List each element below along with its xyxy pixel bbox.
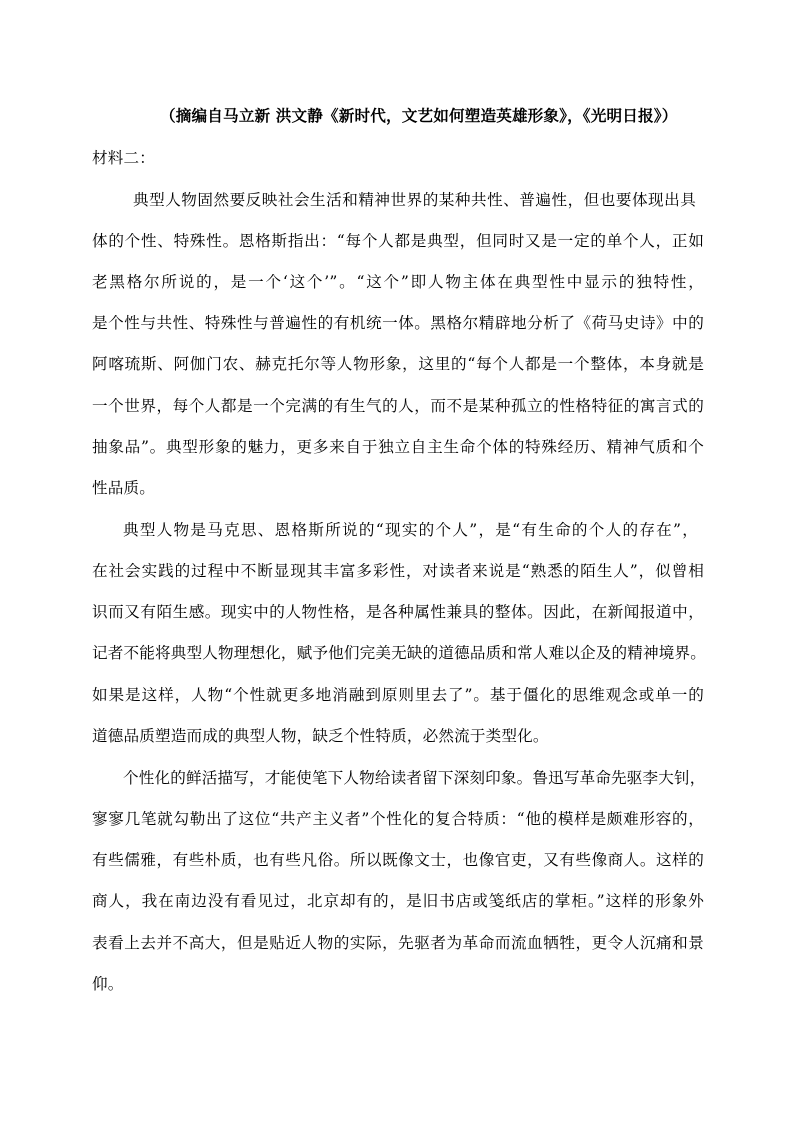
- paragraph-line: 阿喀琉斯、阿伽门农、赫克托尔等人物形象，这里的“每个人都是一个整体，本身就是: [92, 355, 704, 373]
- paragraph-line: 一个世界，每个人都是一个完满的有生气的人，而不是某种孤立的性格特征的寓言式的: [92, 397, 704, 415]
- paragraph-line: 道德品质塑造而成的典型人物，缺乏个性特质，必然流于类型化。: [92, 727, 549, 745]
- paragraph-line: 寥寥几笔就勾勒出了这位“共产主义者”个性化的复合特质：“他的模样是颇难形容的，: [92, 810, 704, 828]
- paragraph-line: 商人，我在南边没有看见过，北京却有的，是旧书店或笺纸店的掌柜。”这样的形象外: [92, 892, 704, 910]
- paragraph-line: 体的个性、特殊性。恩格斯指出：“每个人都是典型，但同时又是一定的单个人，正如: [92, 232, 704, 250]
- paragraph-line: 有些儒雅，有些朴质，也有些凡俗。所以既像文士，也像官吏，又有些像商人。这样的: [92, 851, 704, 869]
- paragraph-line: 在社会实践的过程中不断显现其丰富多彩性，对读者来说是“熟悉的陌生人”，似曾相: [92, 562, 704, 580]
- section-heading: 材料二：: [92, 149, 155, 167]
- source-citation: （摘编自马立新 洪文静《新时代，文艺如何塑造英雄形象》，《光明日报》）: [160, 106, 678, 125]
- paragraph-line: 个性化的鲜活描写，才能使笔下人物给读者留下深刻印象。鲁迅写革命先驱李大钊，: [123, 769, 706, 787]
- paragraph-line: 记者不能将典型人物理想化，赋予他们完美无缺的道德品质和常人难以企及的精神境界。: [92, 644, 707, 662]
- paragraph-line: 是个性与共性、特殊性与普遍性的有机统一体。黑格尔精辟地分析了《荷马史诗》中的: [92, 314, 704, 332]
- paragraph-line: 如果是这样，人物“个性就更多地消融到原则里去了”。基于僵化的思维观念或单一的: [92, 686, 704, 704]
- paragraph-line: 仰。: [92, 975, 124, 993]
- paragraph-line: 老黑格尔所说的，是一个‘这个’”。“这个”即人物主体在典型性中显示的独特性，: [92, 273, 704, 291]
- paragraph-line: 典型人物是马克思、恩格斯所说的“现实的个人”，是“有生命的个人的存在”，: [123, 521, 698, 539]
- paragraph-line: 性品质。: [92, 479, 155, 497]
- paragraph-line: 典型人物固然要反映社会生活和精神世界的某种共性、普遍性，但也要体现出具: [133, 191, 696, 209]
- paragraph-line: 识而又有陌生感。现实中的人物性格，是各种属性兼具的整体。因此，在新闻报道中，: [92, 603, 704, 621]
- paragraph-line: 抽象品”。典型形象的魅力，更多来自于独立自主生命个体的特殊经历、精神气质和个: [92, 438, 704, 456]
- paragraph-line: 表看上去并不高大，但是贴近人物的实际，先驱者为革命而流血牺牲，更令人沉痛和景: [92, 934, 704, 952]
